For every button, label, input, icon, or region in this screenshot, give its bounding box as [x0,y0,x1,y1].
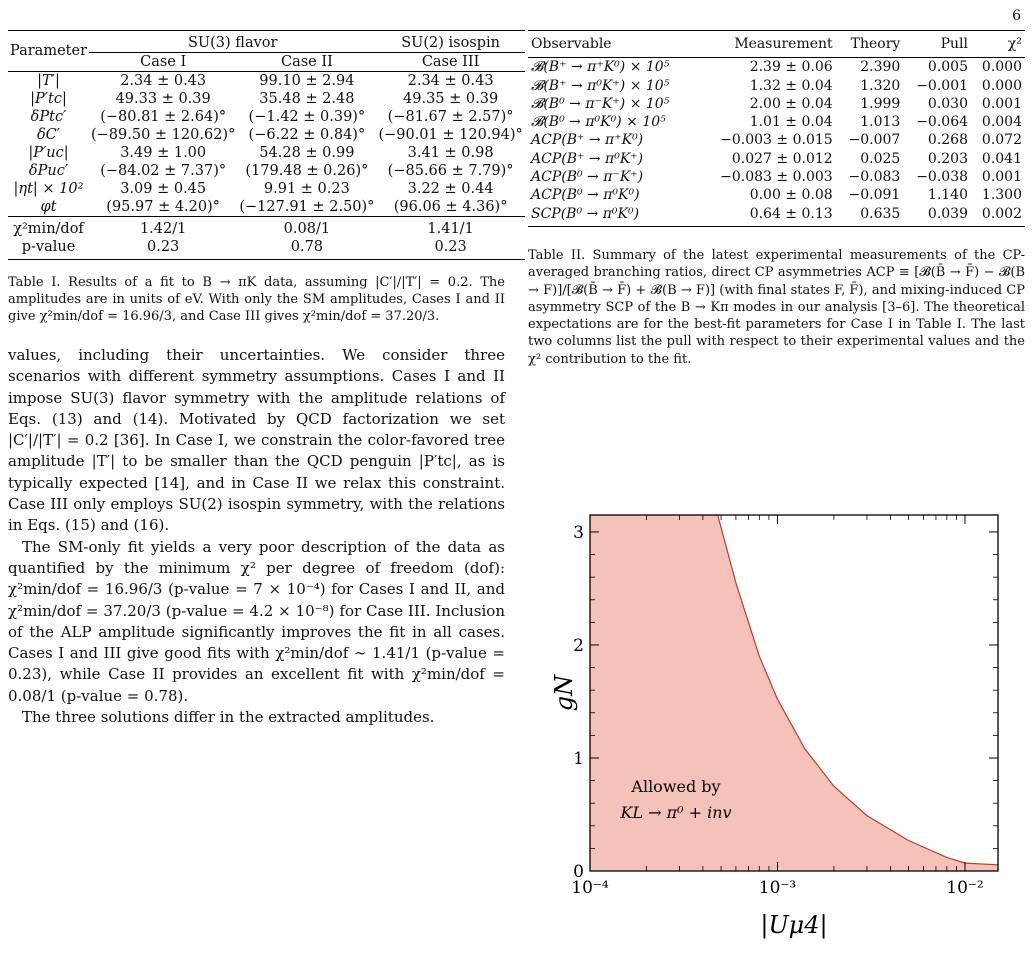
table1-cell: (−85.66 ± 7.79)° [387,163,514,179]
table2-cell: 0.268 [927,132,969,149]
table1-group-su2: SU(2) isospin [376,31,524,53]
table1-param: |ηt| × 10² [13,181,84,197]
annotation-line-1: Allowed by [631,776,721,796]
table-row [528,58,1025,77]
paragraph: values, including their uncertainties. We consider three scenarios with different symmetry assumptions. Cases I and II impose SU(3) flavor symmetry with the amplitude relations of Eqs. (13) and (14). Motivated by QCD factorization we set |C′|/|T′| = 0.2 [36]. In Case I, we constrain the color-favored tree amplitude |T′| to be smaller than the QCD penguin |P′tc|, as is typically expected [14], and in Case II we relax this constraint. Case III only employs SU(2) isospin symmetry, with the relations in Eqs. (15) and (16). [8,346,505,535]
table1-param: δPtc′ [30,109,67,125]
table-row [8,108,525,126]
table1-param: δC′ [36,127,61,143]
table2-observable: ACP(B⁺ → π⁺K⁰) [531,132,644,149]
y-tick-label: 3 [573,522,584,543]
table1-fit-cell: 0.78 [237,238,376,260]
table2-cell: 2.390 [836,58,904,77]
table1-case: Case III [421,54,480,70]
table1-cell: 3.41 ± 0.98 [407,145,494,161]
table1-fit-param: χ²min/dof [8,217,89,239]
table2-cell: −0.001 [916,77,969,94]
y-tick-label: 0 [573,862,584,882]
table2-observable: 𝓑(B⁰ → π⁻K⁺) × 10⁵ [531,95,670,112]
table1-cell: 3.49 ± 1.00 [120,145,207,161]
table2-cell: 0.072 [981,132,1022,149]
paragraph: The three solutions differ in the extracted amplitudes. [22,708,435,727]
table2-cell: 0.64 ± 0.13 [697,205,836,227]
table1-cell: 2.34 ± 0.43 [376,72,524,91]
table2-cell: 1.140 [927,187,969,204]
table2-cell: 2.39 ± 0.06 [697,58,836,77]
table1-body [8,72,525,217]
table1-caption: Table I. Results of a fit to B → πK data, assuming |C′|/|T′| = 0.2. The amplitudes are in units of eV. With only the SM amplitudes, Cases I and II give χ²min/dof = 16.96/3, and Case III gives χ²min/dof = 37.20/3. [8,275,505,324]
table1-cell: (179.48 ± 0.26)° [245,163,369,179]
table2-cell: −0.083 [848,169,901,186]
right-column [528,30,1025,368]
paragraph: The SM-only fit yields a very poor description of the data as quantified by the minimum χ² per degree of freedom (dof): χ²min/dof = 16.96/3 (p-value = 7 × 10⁻⁴) for Cases I and II, and χ²min/dof = 37.20/3 (p-value = 4.2 × 10⁻⁸) for Case III. Inclusion of the ALP amplitude significantly improves the fit in all cases. Cases I and III give good fits with χ²min/dof ∼ 1.41/1 (p-value = 0.23), while Case II provides an excellent fit with χ²min/dof = 0.08/1 (p-value = 0.78). [8,537,505,705]
table2-cell: −0.083 ± 0.003 [720,169,833,186]
table-row [8,198,525,217]
table2-cell: 1.32 ± 0.04 [749,77,833,94]
table2-cell: 0.027 ± 0.012 [731,150,833,167]
table2-cell: 1.999 [860,95,901,112]
table1-cell: (−84.02 ± 7.37)° [100,163,227,179]
page-number: 6 [1012,8,1021,24]
table2-cell: 0.00 ± 0.08 [749,187,833,204]
table2-cell: 1.320 [860,77,901,94]
table-row [8,180,525,198]
table2-cell: 0.002 [971,205,1025,227]
table2-cell: −0.007 [848,132,901,149]
table1-cell: (−6.22 ± 0.84)° [248,127,366,143]
table1-case: Case II [280,54,333,70]
table2-cell: 2.00 ± 0.04 [749,95,833,112]
table2-observable: 𝓑(B⁰ → π⁰K⁰) × 10⁵ [531,114,666,131]
table2-cell: −0.091 [848,187,901,204]
table2-body [528,58,1025,227]
body-text [8,345,505,728]
table1-cell: (−90.01 ± 120.94)° [378,127,523,143]
table1-cell: (−81.67 ± 2.57)° [387,109,514,125]
table1-cell: (−89.50 ± 120.62)° [91,127,236,143]
table1-cell: (−1.42 ± 0.39)° [248,109,366,125]
table2-header: Pull [903,31,971,58]
table1-cell: 99.10 ± 2.94 [237,72,376,91]
allowed-region-chart [528,505,1025,955]
x-tick-label: 10⁻² [946,878,984,898]
table2-cell: 1.300 [981,187,1022,204]
table1-fit-cell: 1.41/1 [376,217,524,239]
table2-observable: SCP(B⁰ → π⁰K⁰) [528,205,697,227]
table-row [528,150,1025,168]
annotation-line-2: KL → π⁰ + inv [620,802,732,822]
table2-header: Measurement [697,31,836,58]
table2-cell: 0.005 [903,58,971,77]
table1-fit-cell: 0.23 [376,238,524,260]
table2-cell: 0.001 [981,95,1022,112]
table-row [528,95,1025,113]
y-tick-label: 2 [573,635,584,656]
table1-fit-param: p-value [8,238,89,260]
table2-cell: 0.635 [836,205,904,227]
table1-fit-cell: 1.42/1 [89,217,237,239]
table1-cell: 3.09 ± 0.45 [120,181,207,197]
table2-cell: 0.203 [927,150,969,167]
table1-cell: 49.35 ± 0.39 [403,91,499,107]
table1-cell: (96.06 ± 4.36)° [393,199,508,215]
x-tick-label: 10⁻³ [758,878,797,898]
table1-param: φt [40,199,57,215]
table1-cell: 54.28 ± 0.99 [259,145,355,161]
table-row [8,238,525,260]
table-row [528,186,1025,204]
table2-observable: ACP(B⁺ → π⁰K⁺) [531,150,644,167]
table1-cell: 3.22 ± 0.44 [407,181,494,197]
table1-fit-cell: 0.23 [89,238,237,260]
table2-cell: 0.000 [981,77,1022,94]
table2-cell: −0.038 [916,169,969,186]
table2-cell: 0.039 [903,205,971,227]
y-axis-label: gN [550,674,578,712]
table1-case: Case I [140,54,187,70]
table1-cell: 2.34 ± 0.43 [89,72,237,91]
table1-param: |T′| [8,72,89,91]
table2-cell: 1.013 [860,114,901,131]
table2-cell: 0.001 [981,169,1022,186]
table2-cell: 0.030 [927,95,969,112]
table1-cell: (95.97 ± 4.20)° [106,199,221,215]
table2-cell: −0.064 [916,114,969,131]
table2-observable: ACP(B⁰ → π⁻K⁺) [531,169,644,186]
table2-cell: 0.041 [981,150,1022,167]
table-2 [528,30,1025,227]
table-row [8,217,525,239]
table2-header: χ² [971,31,1025,58]
figure-plot [528,505,1025,955]
table1-param: δPuc′ [28,163,69,179]
table2-cell: −0.003 ± 0.015 [720,132,833,149]
table-row [8,126,525,144]
table2-header: Theory [836,31,904,58]
table2-header-row [528,31,1025,58]
x-tick-label: 10⁻⁴ [571,878,609,898]
table1-cell: (−127.91 ± 2.50)° [239,199,375,215]
table-row [528,168,1025,186]
table1-fit-body [8,217,525,260]
table1-cell: 9.91 ± 0.23 [263,181,350,197]
table2-observable: ACP(B⁰ → π⁰K⁰) [531,187,640,204]
table2-cell: 0.004 [981,114,1022,131]
table1-cell: (−80.81 ± 2.64)° [100,109,227,125]
table1-param: |P′tc| [30,91,67,107]
table1-cell: 49.33 ± 0.39 [115,91,211,107]
table1-cell: 35.48 ± 2.48 [259,91,355,107]
table2-caption: Table II. Summary of the latest experimental measurements of the CP-averaged branching ratios, direct CP asymmetries ACP ≡ [𝓑(B̄ → F̄) − 𝓑(B → F)]/[𝓑(B̄ → F̄) + 𝓑(B → F)] (with final states F, F̄), and mixing-induced CP asymmetry SCP of the B → Kπ modes in our analysis [3–6]. The theoretical expectations are for the best-fit parameters for Case I in Table I. The last two columns list the pull with respect to their experimental values and the χ² contribution to the fit. [528,247,1025,367]
x-axis-label: |Uμ4| [760,911,828,939]
table2-observable: 𝓑(B⁺ → π⁺K⁰) × 10⁵ [528,58,697,77]
left-column [8,30,523,728]
table1-fit-cell: 0.08/1 [237,217,376,239]
y-tick-label: 1 [573,748,584,769]
table1-group-su3: SU(3) flavor [89,31,376,53]
table2-cell: 1.01 ± 0.04 [749,114,833,131]
table1-col-param: Parameter [8,31,89,72]
table2-header: Observable [528,31,697,58]
table-1 [8,30,525,260]
table-row [8,144,525,162]
table1-param: |P′uc| [28,145,69,161]
table-row [8,72,525,91]
table-row [528,205,1025,227]
table2-cell: 0.025 [860,150,901,167]
table-row [528,77,1025,95]
table2-observable: 𝓑(B⁺ → π⁰K⁺) × 10⁵ [531,77,670,94]
table2-cell: 0.000 [971,58,1025,77]
table-row [528,113,1025,131]
table-row [528,131,1025,149]
table-row [8,162,525,180]
table-row [8,90,525,108]
